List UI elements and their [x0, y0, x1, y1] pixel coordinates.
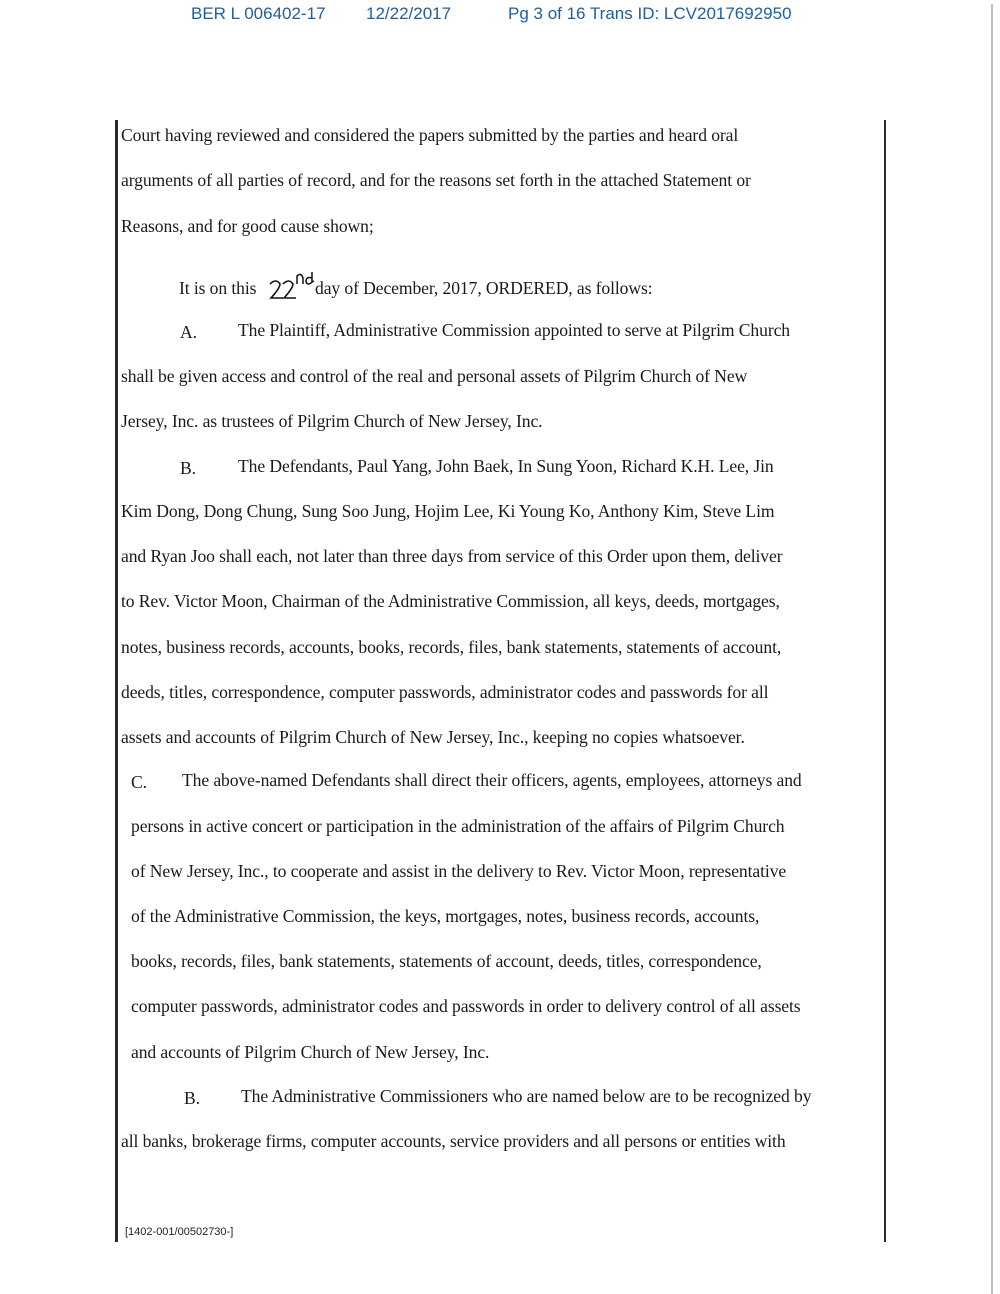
paragraph-a-line: shall be given access and control of the real and personal assets of Pilgrim Church of New: [121, 366, 748, 386]
paragraph-a-line: The Plaintiff, Administrative Commission appointed to serve at Pilgrim Church: [238, 320, 790, 340]
scan-edge-line: [991, 4, 993, 1294]
paragraph-b-line: assets and accounts of Pilgrim Church of New Jersey, Inc., keeping no copies whatsoever.: [121, 727, 745, 747]
filing-date: 12/22/2017: [366, 4, 452, 23]
paragraph-b-letter: B.: [180, 458, 196, 478]
paragraph-b-line: and Ryan Joo shall each, not later than three days from service of this Order upon them, deliver: [121, 546, 783, 566]
page-transaction-id: Pg 3 of 16 Trans ID: LCV2017692950: [508, 4, 792, 23]
document-footer-id: [1402-001/00502730-]: [125, 1226, 234, 1238]
paragraph-b2-line: The Administrative Commissioners who are named below are to be recognized by: [241, 1086, 812, 1106]
ordered-prefix: It is on this: [179, 278, 257, 298]
paragraph-b-line: Kim Dong, Dong Chung, Sung Soo Jung, Hojim Lee, Ki Young Ko, Anthony Kim, Steve Lim: [121, 501, 775, 521]
paragraph-a-line: Jersey, Inc. as trustees of Pilgrim Church of New Jersey, Inc.: [121, 411, 543, 431]
paragraph-c-line: books, records, files, bank statements, statements of account, deeds, titles, correspondence,: [131, 951, 762, 971]
ordered-suffix: day of December, 2017, ORDERED, as follows:: [315, 278, 653, 298]
case-number: BER L 006402-17: [191, 4, 326, 23]
left-margin-rule: [115, 120, 118, 1242]
paragraph-b-line: deeds, titles, correspondence, computer passwords, administrator codes and passwords for all: [121, 682, 769, 702]
paragraph-b-line: to Rev. Victor Moon, Chairman of the Administrative Commission, all keys, deeds, mortgages,: [121, 591, 780, 611]
intro-line: arguments of all parties of record, and for the reasons set forth in the attached Statement or: [121, 170, 751, 190]
paragraph-c-line: The above-named Defendants shall direct their officers, agents, employees, attorneys and: [182, 770, 802, 790]
paragraph-c-line: of New Jersey, Inc., to cooperate and assist in the delivery to Rev. Victor Moon, representative: [131, 861, 787, 881]
intro-line: Reasons, and for good cause shown;: [121, 216, 374, 236]
paragraph-c-line: of the Administrative Commission, the keys, mortgages, notes, business records, accounts,: [131, 906, 760, 926]
paragraph-c-line: persons in active concert or participation in the administration of the affairs of Pilgrim Church: [131, 816, 785, 836]
paragraph-b2-line: all banks, brokerage firms, computer accounts, service providers and all persons or entities with: [121, 1131, 786, 1151]
paragraph-c-letter: C.: [131, 772, 147, 792]
paragraph-b2-letter: B.: [184, 1088, 200, 1108]
paragraph-c-line: computer passwords, administrator codes and passwords in order to delivery control of all assets: [131, 996, 801, 1016]
paragraph-b-line: notes, business records, accounts, books, records, files, bank statements, statements of account,: [121, 637, 782, 657]
filing-stamp-header: [0, 4, 1000, 26]
intro-line: Court having reviewed and considered the papers submitted by the parties and heard oral: [121, 125, 739, 145]
paragraph-b-line: The Defendants, Paul Yang, John Baek, In Sung Yoon, Richard K.H. Lee, Jin: [238, 456, 774, 476]
paragraph-c-line: and accounts of Pilgrim Church of New Jersey, Inc.: [131, 1042, 490, 1062]
right-margin-rule: [884, 120, 886, 1242]
paragraph-a-letter: A.: [180, 322, 197, 342]
